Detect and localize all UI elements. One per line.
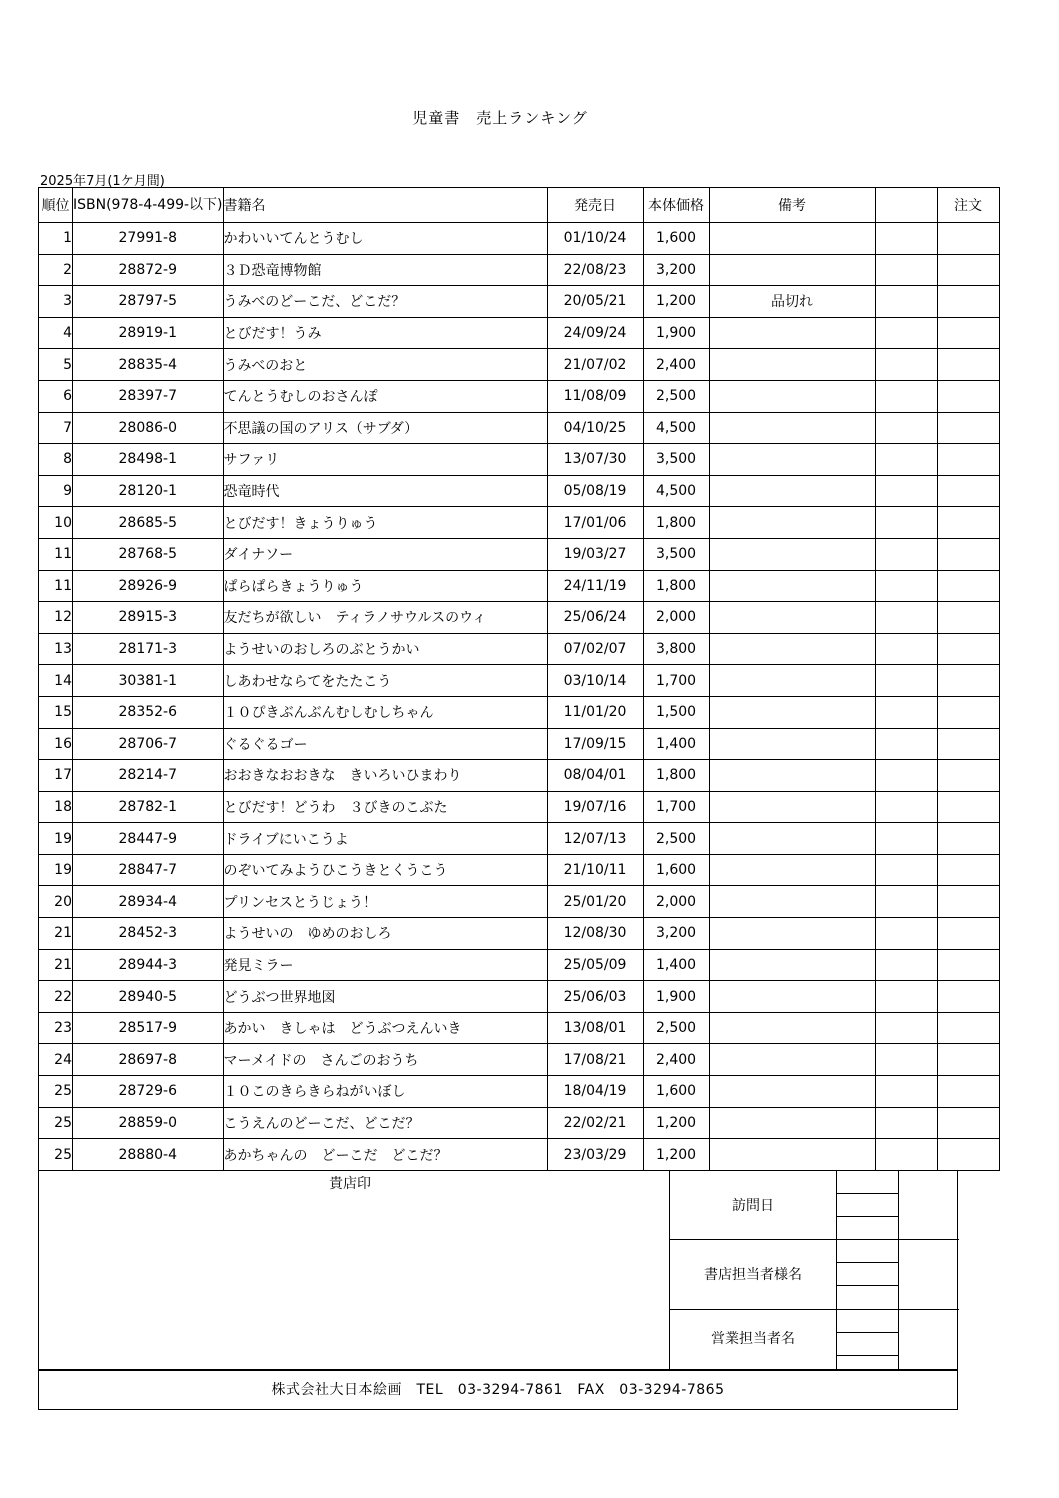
title-cell: ぱらぱらきょうりゅう <box>223 570 547 602</box>
date-cell: 08/04/01 <box>547 760 643 792</box>
visit-date-row <box>670 1171 959 1240</box>
title-cell: １０このきらきらねがいぼし <box>223 1076 547 1108</box>
order-cell[interactable] <box>937 1139 999 1171</box>
remarks-cell: 品切れ <box>709 286 875 318</box>
table-row <box>39 886 1000 918</box>
price-cell: 1,800 <box>643 507 709 539</box>
title-cell: のぞいてみようひこうきとくうこう <box>223 854 547 886</box>
remarks-cell <box>709 854 875 886</box>
remarks-cell <box>709 349 875 381</box>
table-row <box>39 728 1000 760</box>
blank-cell[interactable] <box>875 823 937 855</box>
blank-cell[interactable] <box>875 380 937 412</box>
blank-cell[interactable] <box>875 507 937 539</box>
order-cell[interactable] <box>937 570 999 602</box>
rank-cell: 13 <box>39 633 73 665</box>
remarks-cell <box>709 918 875 950</box>
title-cell: うみべのどーこだ、どこだ？ <box>223 286 547 318</box>
table-row <box>39 823 1000 855</box>
isbn-cell: 28697-8 <box>73 1044 224 1076</box>
order-cell[interactable] <box>937 949 999 981</box>
title-cell: どうぶつ世界地図 <box>223 981 547 1013</box>
isbn-cell: 28859-0 <box>73 1107 224 1139</box>
remarks-cell <box>709 696 875 728</box>
price-cell: 1,500 <box>643 696 709 728</box>
table-row <box>39 696 1000 728</box>
order-cell[interactable] <box>937 886 999 918</box>
rank-cell: 14 <box>39 665 73 697</box>
date-cell: 11/08/09 <box>547 380 643 412</box>
table-row <box>39 1044 1000 1076</box>
table-row <box>39 760 1000 792</box>
title-cell: ようせいのおしろのぶとうかい <box>223 633 547 665</box>
table-row <box>39 444 1000 476</box>
remarks-cell <box>709 981 875 1013</box>
remarks-cell <box>709 380 875 412</box>
title-cell: あかい きしゃは どうぶつえんいき <box>223 1012 547 1044</box>
date-cell: 21/10/11 <box>547 854 643 886</box>
remarks-cell <box>709 665 875 697</box>
date-cell: 11/01/20 <box>547 696 643 728</box>
header-price: 本体価格 <box>643 188 709 223</box>
visit-date-cells[interactable] <box>836 1171 899 1239</box>
date-cell: 05/08/19 <box>547 475 643 507</box>
blank-cell[interactable] <box>875 570 937 602</box>
date-cell: 13/07/30 <box>547 444 643 476</box>
order-cell[interactable] <box>937 1012 999 1044</box>
table-row <box>39 1139 1000 1171</box>
date-cell: 17/01/06 <box>547 507 643 539</box>
remarks-cell <box>709 633 875 665</box>
rank-cell: 19 <box>39 823 73 855</box>
rank-cell: 20 <box>39 886 73 918</box>
remarks-cell <box>709 760 875 792</box>
title-cell: とびだす！うみ <box>223 317 547 349</box>
order-cell[interactable] <box>937 1107 999 1139</box>
price-cell: 4,500 <box>643 412 709 444</box>
header-rank: 順位 <box>39 188 73 223</box>
table-row <box>39 254 1000 286</box>
price-cell: 3,500 <box>643 538 709 570</box>
isbn-cell: 28685-5 <box>73 507 224 539</box>
rank-cell: 25 <box>39 1076 73 1108</box>
title-cell: こうえんのどーこだ、どこだ？ <box>223 1107 547 1139</box>
order-cell[interactable] <box>937 254 999 286</box>
table-row <box>39 349 1000 381</box>
header-remarks: 備考 <box>709 188 875 223</box>
rank-cell: 25 <box>39 1139 73 1171</box>
isbn-cell: 28926-9 <box>73 570 224 602</box>
blank-cell[interactable] <box>875 791 937 823</box>
isbn-cell: 28872-9 <box>73 254 224 286</box>
title-cell: ダイナソー <box>223 538 547 570</box>
header-order: 注文 <box>937 188 999 223</box>
table-row <box>39 223 1000 255</box>
store-staff-row <box>670 1240 959 1310</box>
header-title: 書籍名 <box>223 188 547 223</box>
date-cell: 01/10/24 <box>547 223 643 255</box>
rank-cell: 16 <box>39 728 73 760</box>
price-cell: 2,400 <box>643 1044 709 1076</box>
price-cell: 3,500 <box>643 444 709 476</box>
order-cell[interactable] <box>937 760 999 792</box>
store-staff-cells[interactable] <box>836 1240 899 1309</box>
table-header-row <box>39 188 1000 223</box>
table-row <box>39 1012 1000 1044</box>
table-row <box>39 602 1000 634</box>
rank-cell: 18 <box>39 791 73 823</box>
order-cell[interactable] <box>937 633 999 665</box>
price-cell: 1,700 <box>643 665 709 697</box>
table-row <box>39 1076 1000 1108</box>
title-cell: しあわせならてをたたこう <box>223 665 547 697</box>
date-cell: 25/05/09 <box>547 949 643 981</box>
table-row <box>39 791 1000 823</box>
remarks-cell <box>709 223 875 255</box>
stamp-label: 貴店印 <box>329 1176 371 1192</box>
order-cell[interactable] <box>937 223 999 255</box>
rank-cell: 7 <box>39 412 73 444</box>
date-cell: 18/04/19 <box>547 1076 643 1108</box>
order-cell[interactable] <box>937 444 999 476</box>
remarks-cell <box>709 949 875 981</box>
remarks-cell <box>709 254 875 286</box>
price-cell: 1,900 <box>643 981 709 1013</box>
price-cell: 3,200 <box>643 918 709 950</box>
stamp-area <box>38 1171 958 1370</box>
isbn-cell: 28934-4 <box>73 886 224 918</box>
title-cell: ドライブにいこうよ <box>223 823 547 855</box>
table-row <box>39 1107 1000 1139</box>
table-row <box>39 633 1000 665</box>
order-cell[interactable] <box>937 665 999 697</box>
blank-cell[interactable] <box>875 981 937 1013</box>
price-cell: 1,800 <box>643 760 709 792</box>
date-cell: 25/06/03 <box>547 981 643 1013</box>
date-cell: 04/10/25 <box>547 412 643 444</box>
price-cell: 3,800 <box>643 633 709 665</box>
ranking-table <box>38 187 1000 1171</box>
order-cell[interactable] <box>937 602 999 634</box>
title-cell: かわいいてんとうむし <box>223 223 547 255</box>
order-cell[interactable] <box>937 317 999 349</box>
title-cell: １０ぴきぶんぶんむしむしちゃん <box>223 696 547 728</box>
date-cell: 19/07/16 <box>547 791 643 823</box>
title-cell: うみべのおと <box>223 349 547 381</box>
date-cell: 25/06/24 <box>547 602 643 634</box>
order-cell[interactable] <box>937 286 999 318</box>
title-cell: おおきなおおきな きいろいひまわり <box>223 760 547 792</box>
table-row <box>39 507 1000 539</box>
table-row <box>39 918 1000 950</box>
rank-cell: 11 <box>39 570 73 602</box>
isbn-cell: 28452-3 <box>73 918 224 950</box>
isbn-cell: 28729-6 <box>73 1076 224 1108</box>
order-cell[interactable] <box>937 507 999 539</box>
rank-cell: 12 <box>39 602 73 634</box>
order-cell[interactable] <box>937 1076 999 1108</box>
date-cell: 12/07/13 <box>547 823 643 855</box>
date-cell: 21/07/02 <box>547 349 643 381</box>
rank-cell: 25 <box>39 1107 73 1139</box>
isbn-cell: 28171-3 <box>73 633 224 665</box>
rank-cell: 23 <box>39 1012 73 1044</box>
price-cell: 1,600 <box>643 223 709 255</box>
rank-cell: 2 <box>39 254 73 286</box>
price-cell: 1,600 <box>643 854 709 886</box>
blank-cell[interactable] <box>875 412 937 444</box>
remarks-cell <box>709 1076 875 1108</box>
visit-date-label: 訪問日 <box>732 1198 774 1214</box>
price-cell: 1,600 <box>643 1076 709 1108</box>
price-cell: 3,200 <box>643 254 709 286</box>
title-cell: とびだす！どうわ ３びきのこぶた <box>223 791 547 823</box>
remarks-cell <box>709 317 875 349</box>
rank-cell: 3 <box>39 286 73 318</box>
table-row <box>39 981 1000 1013</box>
isbn-cell: 28944-3 <box>73 949 224 981</box>
table-row <box>39 475 1000 507</box>
table-row <box>39 665 1000 697</box>
title-cell: 恐竜時代 <box>223 475 547 507</box>
isbn-cell: 28768-5 <box>73 538 224 570</box>
blank-cell[interactable] <box>875 854 937 886</box>
date-cell: 07/02/07 <box>547 633 643 665</box>
date-cell: 19/03/27 <box>547 538 643 570</box>
blank-cell[interactable] <box>875 1076 937 1108</box>
blank-cell[interactable] <box>875 538 937 570</box>
table-row <box>39 854 1000 886</box>
company-footer: 株式会社大日本絵画 TEL 03-3294-7861 FAX 03-3294-7865 <box>38 1370 958 1410</box>
isbn-cell: 28880-4 <box>73 1139 224 1171</box>
isbn-cell: 28915-3 <box>73 602 224 634</box>
header-blank <box>875 188 937 223</box>
isbn-cell: 28352-6 <box>73 696 224 728</box>
title-cell: 不思議の国のアリス（サブダ） <box>223 412 547 444</box>
remarks-cell <box>709 412 875 444</box>
rank-cell: 21 <box>39 918 73 950</box>
price-cell: 1,900 <box>643 317 709 349</box>
blank-cell[interactable] <box>875 886 937 918</box>
blank-cell[interactable] <box>875 1139 937 1171</box>
price-cell: 2,500 <box>643 1012 709 1044</box>
date-cell: 23/03/29 <box>547 1139 643 1171</box>
blank-cell[interactable] <box>875 602 937 634</box>
rank-cell: 21 <box>39 949 73 981</box>
price-cell: 1,800 <box>643 570 709 602</box>
order-cell[interactable] <box>937 981 999 1013</box>
price-cell: 2,000 <box>643 602 709 634</box>
price-cell: 2,500 <box>643 380 709 412</box>
price-cell: 1,700 <box>643 791 709 823</box>
blank-cell[interactable] <box>875 444 937 476</box>
table-row <box>39 380 1000 412</box>
date-cell: 25/01/20 <box>547 886 643 918</box>
table-row <box>39 570 1000 602</box>
order-cell[interactable] <box>937 538 999 570</box>
remarks-cell <box>709 791 875 823</box>
date-cell: 13/08/01 <box>547 1012 643 1044</box>
order-cell[interactable] <box>937 1044 999 1076</box>
order-cell[interactable] <box>937 412 999 444</box>
isbn-cell: 28517-9 <box>73 1012 224 1044</box>
date-cell: 24/11/19 <box>547 570 643 602</box>
isbn-cell: 28214-7 <box>73 760 224 792</box>
blank-cell[interactable] <box>875 317 937 349</box>
blank-cell[interactable] <box>875 918 937 950</box>
order-cell[interactable] <box>937 823 999 855</box>
blank-cell[interactable] <box>875 760 937 792</box>
isbn-cell: 28397-7 <box>73 380 224 412</box>
remarks-cell <box>709 444 875 476</box>
isbn-cell: 28498-1 <box>73 444 224 476</box>
rank-cell: 19 <box>39 854 73 886</box>
blank-cell[interactable] <box>875 254 937 286</box>
rank-cell: 22 <box>39 981 73 1013</box>
rank-cell: 1 <box>39 223 73 255</box>
order-cell[interactable] <box>937 791 999 823</box>
remarks-cell <box>709 728 875 760</box>
header-isbn: ISBN(978-4-499-以下) <box>73 188 224 223</box>
table-row <box>39 317 1000 349</box>
remarks-cell <box>709 570 875 602</box>
isbn-cell: 28120-1 <box>73 475 224 507</box>
sales-staff-label: 営業担当者名 <box>711 1331 795 1347</box>
table-row <box>39 538 1000 570</box>
table-row <box>39 412 1000 444</box>
isbn-cell: 28940-5 <box>73 981 224 1013</box>
remarks-cell <box>709 538 875 570</box>
remarks-cell <box>709 1044 875 1076</box>
price-cell: 2,400 <box>643 349 709 381</box>
page-title: 児童書 売上ランキング <box>412 109 588 127</box>
blank-cell[interactable] <box>875 223 937 255</box>
rank-cell: 8 <box>39 444 73 476</box>
rank-cell: 5 <box>39 349 73 381</box>
remarks-cell <box>709 823 875 855</box>
date-cell: 17/09/15 <box>547 728 643 760</box>
visit-info-box <box>669 1171 960 1370</box>
rank-cell: 10 <box>39 507 73 539</box>
title-cell: ようせいの ゆめのおしろ <box>223 918 547 950</box>
isbn-cell: 28797-5 <box>73 286 224 318</box>
title-cell: マーメイドの さんごのおうち <box>223 1044 547 1076</box>
sales-staff-row <box>670 1310 959 1370</box>
order-cell[interactable] <box>937 380 999 412</box>
price-cell: 1,400 <box>643 949 709 981</box>
remarks-cell <box>709 602 875 634</box>
order-cell[interactable] <box>937 696 999 728</box>
rank-cell: 4 <box>39 317 73 349</box>
rank-cell: 11 <box>39 538 73 570</box>
blank-cell[interactable] <box>875 349 937 381</box>
title-cell: てんとうむしのおさんぽ <box>223 380 547 412</box>
remarks-cell <box>709 1012 875 1044</box>
isbn-cell: 28919-1 <box>73 317 224 349</box>
rank-cell: 24 <box>39 1044 73 1076</box>
sales-staff-cells[interactable] <box>836 1310 899 1370</box>
price-cell: 2,000 <box>643 886 709 918</box>
order-cell[interactable] <box>937 475 999 507</box>
order-cell[interactable] <box>937 854 999 886</box>
isbn-cell: 27991-8 <box>73 223 224 255</box>
table-row <box>39 286 1000 318</box>
isbn-cell: 28706-7 <box>73 728 224 760</box>
table-row <box>39 949 1000 981</box>
title-cell: あかちゃんの どーこだ どこだ？ <box>223 1139 547 1171</box>
rank-cell: 17 <box>39 760 73 792</box>
date-cell: 17/08/21 <box>547 1044 643 1076</box>
blank-cell[interactable] <box>875 286 937 318</box>
blank-cell[interactable] <box>875 475 937 507</box>
date-cell: 22/08/23 <box>547 254 643 286</box>
order-cell[interactable] <box>937 728 999 760</box>
blank-cell[interactable] <box>875 633 937 665</box>
blank-cell[interactable] <box>875 949 937 981</box>
blank-cell[interactable] <box>875 665 937 697</box>
price-cell: 4,500 <box>643 475 709 507</box>
blank-cell[interactable] <box>875 1012 937 1044</box>
price-cell: 1,200 <box>643 1107 709 1139</box>
title-cell: 発見ミラー <box>223 949 547 981</box>
store-staff-label: 書店担当者様名 <box>704 1267 802 1283</box>
remarks-cell <box>709 1139 875 1171</box>
date-cell: 24/09/24 <box>547 317 643 349</box>
blank-cell[interactable] <box>875 728 937 760</box>
title-cell: 友だちが欲しい ティラノサウルスのウィ <box>223 602 547 634</box>
isbn-cell: 28086-0 <box>73 412 224 444</box>
price-cell: 2,500 <box>643 823 709 855</box>
isbn-cell: 30381-1 <box>73 665 224 697</box>
price-cell: 1,400 <box>643 728 709 760</box>
order-cell[interactable] <box>937 349 999 381</box>
rank-cell: 6 <box>39 380 73 412</box>
remarks-cell <box>709 475 875 507</box>
remarks-cell <box>709 1107 875 1139</box>
date-cell: 03/10/14 <box>547 665 643 697</box>
price-cell: 1,200 <box>643 1139 709 1171</box>
title-cell: プリンセスとうじょう！ <box>223 886 547 918</box>
price-cell: 1,200 <box>643 286 709 318</box>
isbn-cell: 28835-4 <box>73 349 224 381</box>
title-cell: ぐるぐるゴー <box>223 728 547 760</box>
title-cell: ３Ｄ恐竜博物館 <box>223 254 547 286</box>
title-cell: とびだす！きょうりゅう <box>223 507 547 539</box>
date-cell: 22/02/21 <box>547 1107 643 1139</box>
blank-cell[interactable] <box>875 696 937 728</box>
isbn-cell: 28847-7 <box>73 854 224 886</box>
date-cell: 20/05/21 <box>547 286 643 318</box>
isbn-cell: 28782-1 <box>73 791 224 823</box>
date-cell: 12/08/30 <box>547 918 643 950</box>
rank-cell: 9 <box>39 475 73 507</box>
isbn-cell: 28447-9 <box>73 823 224 855</box>
rank-cell: 15 <box>39 696 73 728</box>
period-label: 2025年7月(1ケ月間) <box>40 174 165 189</box>
title-cell: サファリ <box>223 444 547 476</box>
order-cell[interactable] <box>937 918 999 950</box>
header-release-date: 発売日 <box>547 188 643 223</box>
remarks-cell <box>709 886 875 918</box>
blank-cell[interactable] <box>875 1044 937 1076</box>
blank-cell[interactable] <box>875 1107 937 1139</box>
remarks-cell <box>709 507 875 539</box>
